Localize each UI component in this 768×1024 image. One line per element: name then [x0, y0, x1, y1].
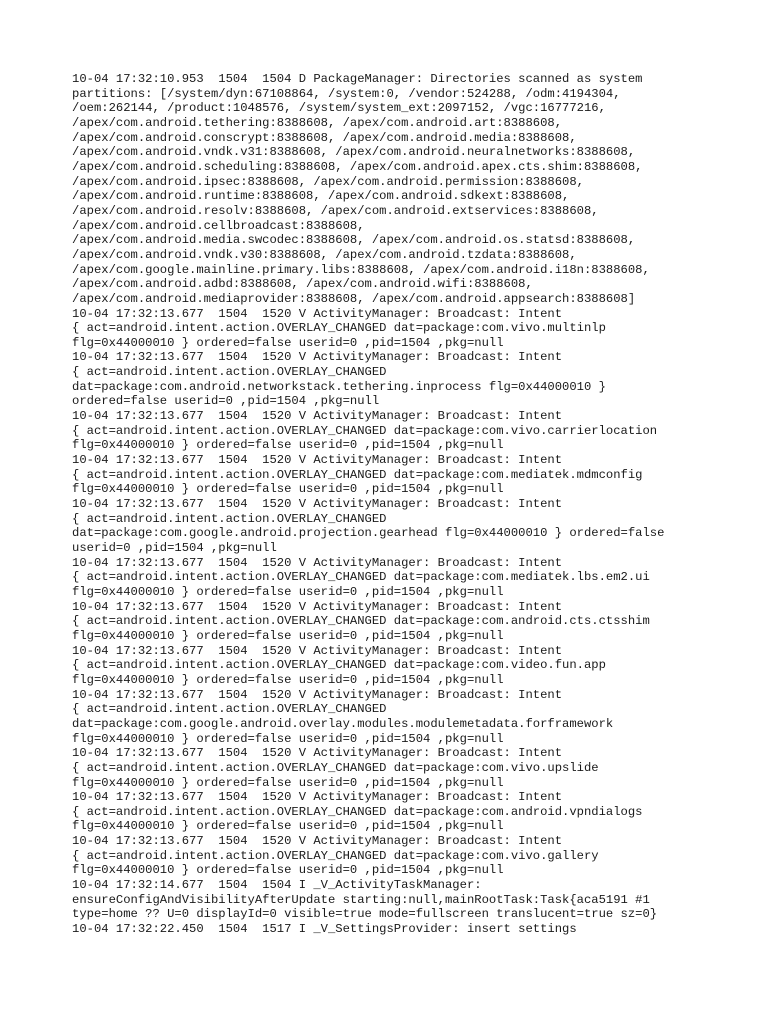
log-line: { act=android.intent.action.OVERLAY_CHANGED [72, 511, 387, 526]
log-line: /apex/com.android.vndk.v31:8388608, /apex/com.android.neuralnetworks:8388608, [72, 145, 636, 160]
log-line: ensureConfigAndVisibilityAfterUpdate starting:null,mainRootTask:Task{aca5191 #1 [72, 892, 650, 907]
log-line: { act=android.intent.action.OVERLAY_CHANGED [72, 702, 387, 717]
log-line: 10-04 17:32:13.677 1504 1520 V ActivityManager: Broadcast: Intent [72, 599, 563, 614]
log-line: 10-04 17:32:13.677 1504 1520 V ActivityManager: Broadcast: Intent [72, 453, 563, 468]
log-line: flg=0x44000010 } ordered=false userid=0 ,pid=1504 ,pkg=null [72, 731, 504, 746]
log-line: /oem:262144, /product:1048576, /system/system_ext:2097152, /vgc:16777216, [72, 101, 606, 116]
log-line: flg=0x44000010 } ordered=false userid=0 ,pid=1504 ,pkg=null [72, 672, 504, 687]
log-line: flg=0x44000010 } ordered=false userid=0 ,pid=1504 ,pkg=null [72, 335, 504, 350]
log-line: /apex/com.google.mainline.primary.libs:8388608, /apex/com.android.i18n:8388608, [72, 262, 650, 277]
log-line: /apex/com.android.conscrypt:8388608, /apex/com.android.media:8388608, [72, 130, 577, 145]
log-line: 10-04 17:32:13.677 1504 1520 V ActivityManager: Broadcast: Intent [72, 687, 563, 702]
log-line: /apex/com.android.resolv:8388608, /apex/com.android.extservices:8388608, [72, 203, 599, 218]
log-line: partitions: [/system/dyn:67108864, /system:0, /vendor:524288, /odm:4194304, [72, 86, 621, 101]
log-line: dat=package:com.google.android.overlay.modules.modulemetadata.forframework [72, 716, 614, 731]
log-line: dat=package:com.android.networkstack.tethering.inprocess flg=0x44000010 } [72, 379, 606, 394]
log-line: { act=android.intent.action.OVERLAY_CHANGED dat=package:com.android.vpndialogs [72, 804, 643, 819]
log-line: 10-04 17:32:14.677 1504 1504 I _V_ActivityTaskManager: [72, 878, 482, 893]
log-line: 10-04 17:32:10.953 1504 1504 D PackageManager: Directories scanned as system [72, 72, 643, 86]
log-text-block [72, 72, 712, 937]
log-line: type=home ?? U=0 displayId=0 visible=true mode=fullscreen translucent=true sz=0} [72, 907, 658, 922]
log-line: flg=0x44000010 } ordered=false userid=0 ,pid=1504 ,pkg=null [72, 819, 504, 834]
log-line: 10-04 17:32:13.677 1504 1520 V ActivityManager: Broadcast: Intent [72, 643, 563, 658]
log-line: flg=0x44000010 } ordered=false userid=0 ,pid=1504 ,pkg=null [72, 482, 504, 497]
log-line: { act=android.intent.action.OVERLAY_CHANGED dat=package:com.vivo.multinlp [72, 321, 606, 336]
log-line: { act=android.intent.action.OVERLAY_CHANGED dat=package:com.vivo.gallery [72, 848, 599, 863]
log-line: { act=android.intent.action.OVERLAY_CHANGED dat=package:com.vivo.upslide [72, 760, 599, 775]
log-line: { act=android.intent.action.OVERLAY_CHANGED [72, 365, 387, 380]
log-line: 10-04 17:32:22.450 1504 1517 I _V_SettingsProvider: insert settings [72, 922, 577, 937]
log-line: dat=package:com.google.android.projection.gearhead flg=0x44000010 } ordered=false [72, 526, 665, 541]
log-line: 10-04 17:32:13.677 1504 1520 V ActivityManager: Broadcast: Intent [72, 834, 563, 849]
log-line: { act=android.intent.action.OVERLAY_CHANGED dat=package:com.mediatek.lbs.em2.ui [72, 570, 650, 585]
log-line: /apex/com.android.ipsec:8388608, /apex/com.android.permission:8388608, [72, 174, 584, 189]
log-line: flg=0x44000010 } ordered=false userid=0 ,pid=1504 ,pkg=null [72, 775, 504, 790]
log-line: /apex/com.android.cellbroadcast:8388608, [72, 218, 365, 233]
log-line: { act=android.intent.action.OVERLAY_CHANGED dat=package:com.video.fun.app [72, 658, 606, 673]
log-line: flg=0x44000010 } ordered=false userid=0 ,pid=1504 ,pkg=null [72, 628, 504, 643]
log-line: /apex/com.android.scheduling:8388608, /apex/com.android.apex.cts.shim:8388608, [72, 159, 643, 174]
log-line: { act=android.intent.action.OVERLAY_CHANGED dat=package:com.mediatek.mdmconfig [72, 467, 643, 482]
log-line: 10-04 17:32:13.677 1504 1520 V ActivityManager: Broadcast: Intent [72, 790, 563, 805]
log-line: { act=android.intent.action.OVERLAY_CHANGED dat=package:com.vivo.carrierlocation [72, 423, 658, 438]
log-line: /apex/com.android.tethering:8388608, /apex/com.android.art:8388608, [72, 115, 563, 130]
log-line: flg=0x44000010 } ordered=false userid=0 ,pid=1504 ,pkg=null [72, 863, 504, 878]
log-line: 10-04 17:32:13.677 1504 1520 V ActivityManager: Broadcast: Intent [72, 409, 563, 424]
log-line: userid=0 ,pid=1504 ,pkg=null [72, 541, 277, 555]
log-line: /apex/com.android.media.swcodec:8388608, /apex/com.android.os.statsd:8388608, [72, 233, 636, 248]
log-line: 10-04 17:32:13.677 1504 1520 V ActivityManager: Broadcast: Intent [72, 746, 563, 761]
log-line: ordered=false userid=0 ,pid=1504 ,pkg=null [72, 394, 380, 409]
log-line: /apex/com.android.mediaprovider:8388608, /apex/com.android.appsearch:8388608] [72, 291, 636, 306]
log-line: 10-04 17:32:13.677 1504 1520 V ActivityManager: Broadcast: Intent [72, 497, 563, 512]
log-line: /apex/com.android.vndk.v30:8388608, /apex/com.android.tzdata:8388608, [72, 247, 577, 262]
log-line: { act=android.intent.action.OVERLAY_CHANGED dat=package:com.android.cts.ctsshim [72, 614, 650, 629]
log-line: flg=0x44000010 } ordered=false userid=0 ,pid=1504 ,pkg=null [72, 438, 504, 453]
log-line: flg=0x44000010 } ordered=false userid=0 ,pid=1504 ,pkg=null [72, 584, 504, 599]
log-line: 10-04 17:32:13.677 1504 1520 V ActivityManager: Broadcast: Intent [72, 306, 563, 321]
log-line: /apex/com.android.adbd:8388608, /apex/com.android.wifi:8388608, [72, 277, 533, 292]
log-line: /apex/com.android.runtime:8388608, /apex/com.android.sdkext:8388608, [72, 189, 570, 204]
log-line: 10-04 17:32:13.677 1504 1520 V ActivityManager: Broadcast: Intent [72, 350, 563, 365]
log-line: 10-04 17:32:13.677 1504 1520 V ActivityManager: Broadcast: Intent [72, 555, 563, 570]
